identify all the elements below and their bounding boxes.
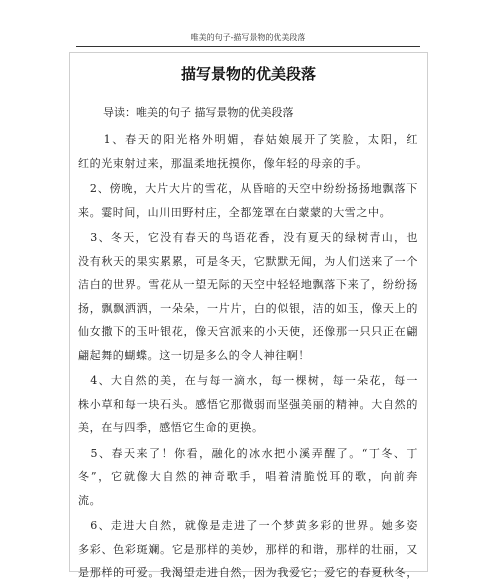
paragraph-1 [78,128,418,175]
article-body [78,128,418,587]
text-line: 流。 [78,493,102,507]
text-line: 4、大自然的美，在与每一滴水，每一棵树，每一朵花，每一 [78,374,418,387]
page-title: 描写景物的优美段落 [180,65,316,83]
page-header: 唯美的句子-描写景物的优美段落 [190,33,306,42]
text-line: 株小草和每一块石头。感悟它那微弱而坚强美丽的精神。大自然的 [78,397,418,411]
text-line: 没有秋天的果实累累，可是冬天，它默默无闻，为人们送来了一个 [78,254,418,268]
header-divider [76,46,420,47]
text-line: 1、春天的阳光格外明媚，春姑娘展开了笑脸，太阳，红 [78,133,418,146]
paragraph-3 [78,226,418,367]
paragraph-5 [78,442,418,513]
text-line: 多彩、色彩斑斓。它是那样的美妙，那样的和谐，那样的壮丽，又 [78,542,418,556]
text-line: 6、走进大自然，就像是走进了一个梦黄多彩的世界。她多姿 [78,519,418,532]
text-line: 洁白的世界。雪花从一望无际的天空中轻轻地飘落下来了，纷纷扬 [78,278,418,291]
text-line: 美，在与四季，感悟它生命的更换。 [78,421,264,434]
paragraph-4 [78,369,418,440]
text-line: 是那样的可爱。我渴望走进自然，因为我爱它；爱它的春夏秋冬， [78,566,418,579]
text-line: 冬”，它就像大自然的神奇歌手，唱着清脆悦耳的歌，向前奔 [78,470,418,483]
text-line: 5、春天来了！你看，融化的冰水把小溪弄醒了。“丁冬、丁 [78,446,418,460]
text-line: 扬，飘飘洒洒，一朵朵，一片片，白的似银，洁的如玉，像天上的 [78,301,418,315]
paragraph-2 [78,177,418,224]
text-line: 来。霎时间，山川田野村庄，全都笼罩在白蒙蒙的大雪之中。 [78,205,392,219]
paragraph-6 [78,514,418,585]
text-line: 翩起舞的蝴蝶。这一切是多么的令人神往啊！ [78,348,310,362]
text-line: 3、冬天，它没有春天的鸟语花香，没有夏天的绿树青山，也 [78,231,418,244]
text-line: 2、傍晚，大片大片的雪花，从昏暗的天空中纷纷扬扬地飘落下 [78,182,418,195]
text-line: 仙女撒下的玉叶银花，像天宫派来的小天使，还像那一只只正在翩 [78,325,418,338]
text-line: 红的光束射过来，那温柔地抚摸你，像年轻的母亲的手。 [78,156,368,170]
lead-text: 导读：唯美的句子 描写景物的优美段落 [103,106,294,119]
